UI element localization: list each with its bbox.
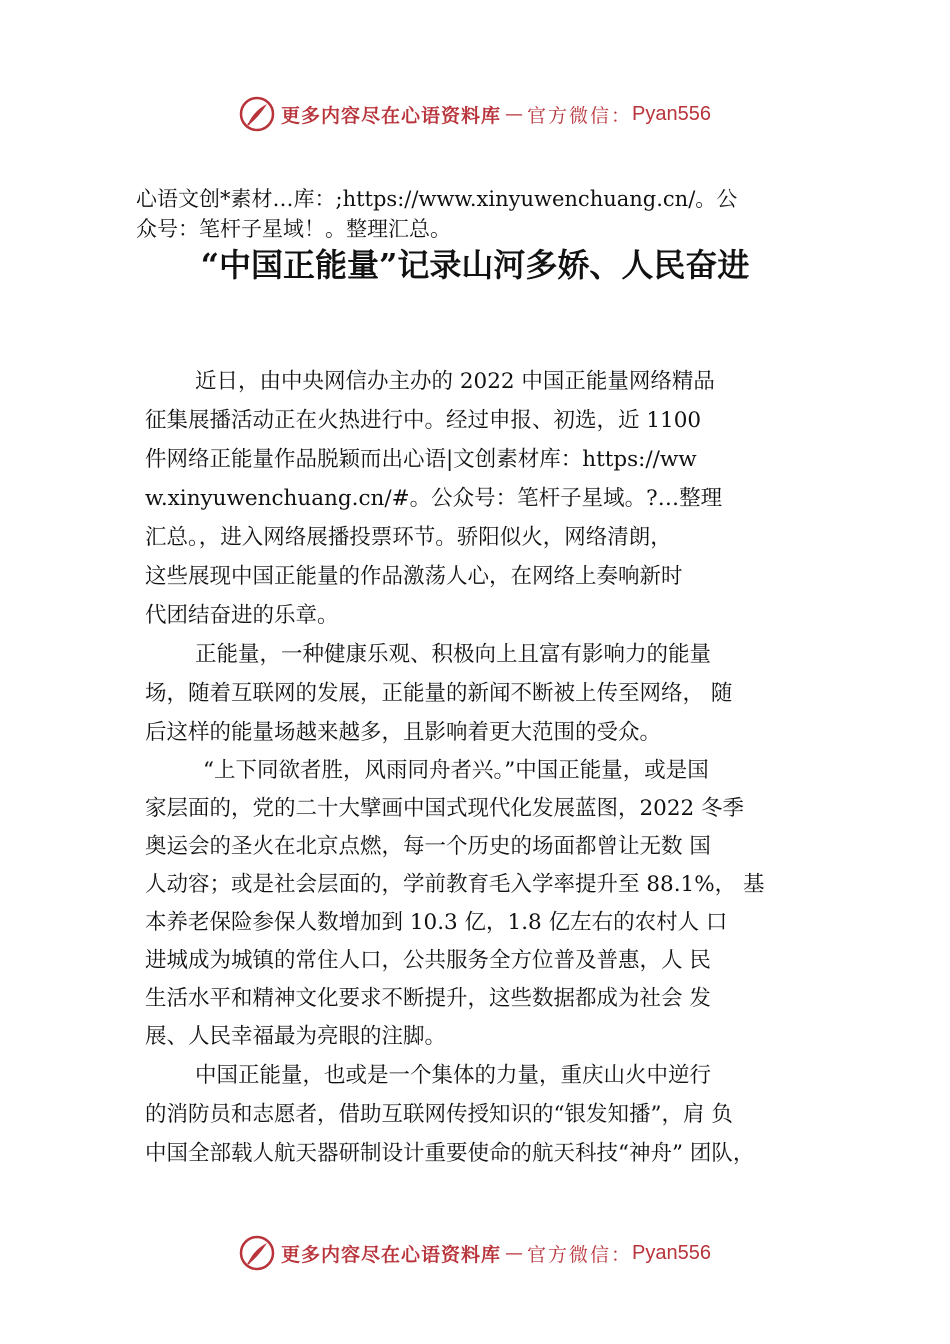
text-line: 这些展现中国正能量的作品激荡人心，在网络上奏响新时	[145, 564, 683, 589]
notice-line: 心语文创*素材…库：;https://www.xinyuwenchuang.cn/。公	[136, 187, 738, 211]
text-line: 代团结奋进的乐章。	[145, 603, 339, 628]
text-line: 中国全部载人航天器研制设计重要使命的航天科技“神舟” 团队，	[145, 1141, 755, 1166]
page-title: “中国正能量”记录山河多娇、人民奋进	[200, 246, 750, 284]
text-line: w.xinyuwenchuang.cn/#。公众号：笔杆子星域。?…整理	[145, 486, 723, 511]
banner-separator: —	[505, 1242, 524, 1264]
text-line: 场，随着互联网的发展，正能量的新闻不断被上传至网络， 随	[145, 681, 733, 706]
text-line: 本养老保险参保人数增加到 10.3 亿，1.8 亿左右的农村人 口	[145, 910, 728, 935]
text-line: 奥运会的圣火在北京点燃，每一个历史的场面都曾让无数 国	[145, 834, 711, 859]
text-line: 件网络正能量作品脱颖而出心语|文创素材库：https://ww	[145, 447, 697, 472]
paragraph-3	[145, 752, 835, 1056]
article-body	[145, 362, 835, 1173]
quill-logo-icon	[239, 96, 275, 132]
paragraph-4	[145, 1056, 835, 1173]
text-line: 人动容；或是社会层面的，学前教育毛入学率提升至 88.1%， 基	[145, 872, 765, 897]
text-line: 家层面的，党的二十大擘画中国式现代化发展蓝图，2022 冬季	[145, 796, 745, 821]
quill-logo-icon	[239, 1235, 275, 1271]
text-line: 后这样的能量场越来越多，且影响着更大范围的受众。	[145, 720, 662, 745]
text-line: 中国正能量，也或是一个集体的力量，重庆山火中逆行	[195, 1063, 712, 1088]
banner-text: 更多内容尽在心语资料库	[281, 104, 502, 127]
text-line: 生活水平和精神文化要求不断提升，这些数据都成为社会 发	[145, 986, 711, 1011]
banner-wechat-id: Pyan556	[632, 102, 711, 125]
source-notice	[136, 184, 836, 244]
top-banner	[0, 94, 950, 134]
text-line: 征集展播活动正在火热进行中。经过申报、初选，近 1100	[145, 408, 702, 433]
text-line: “上下同欲者胜，风雨同舟者兴。”中国正能量，或是国	[203, 758, 709, 783]
text-line: 近日，由中央网信办主办的 2022 中国正能量网络精品	[195, 369, 715, 394]
banner-text: 更多内容尽在心语资料库	[281, 1243, 502, 1266]
notice-line: 众号：笔杆子星域！。整理汇总。	[136, 217, 451, 241]
banner-separator: —	[505, 103, 524, 125]
paragraph-2	[145, 635, 835, 752]
text-line: 进城成为城镇的常住人口，公共服务全方位普及普惠，人 民	[145, 948, 711, 973]
text-line: 正能量，一种健康乐观、积极向上且富有影响力的能量	[195, 642, 712, 667]
paragraph-1	[145, 362, 835, 635]
banner-wechat-id: Pyan556	[632, 1241, 711, 1264]
text-line: 汇总。，进入网络展播投票环节。骄阳似火，网络清朗，	[145, 525, 672, 550]
bottom-banner	[0, 1233, 950, 1273]
text-line: 的消防员和志愿者，借助互联网传授知识的“银发知播”，肩 负	[145, 1102, 733, 1127]
text-line: 展、人民幸福最为亮眼的注脚。	[145, 1024, 447, 1049]
banner-wechat-label: 官方微信：	[527, 1243, 633, 1266]
banner-wechat-label: 官方微信：	[527, 104, 633, 127]
